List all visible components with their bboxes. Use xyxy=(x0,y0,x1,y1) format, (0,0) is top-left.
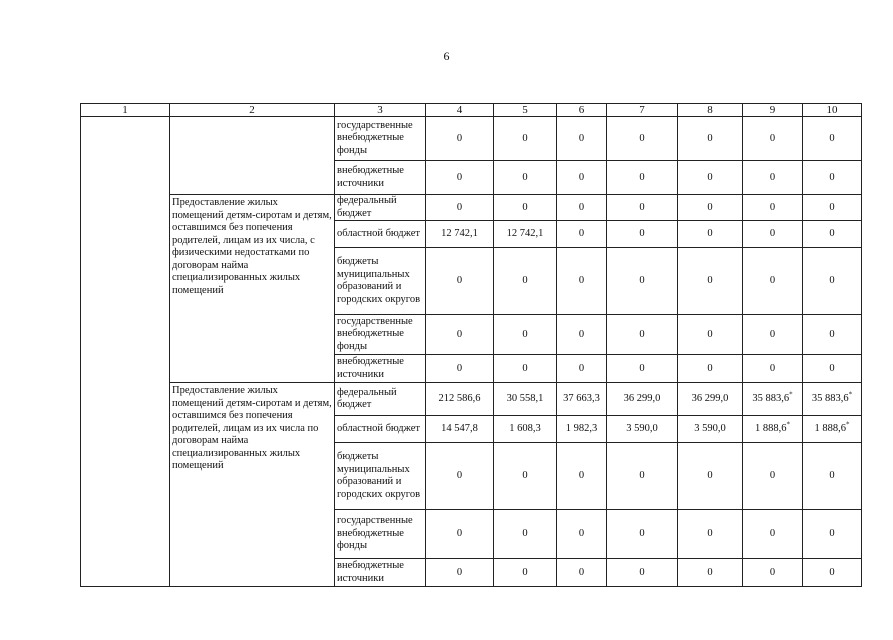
value-cell xyxy=(678,510,743,559)
column-number: 4 xyxy=(426,104,494,117)
value-text: 0 xyxy=(829,228,835,239)
value-cell xyxy=(803,221,862,248)
value-text: 0 xyxy=(829,275,835,286)
activity-description: Предоставление жилых помещений детям-сиротам и детям, оставшимся без попечения родителей, лицам из их числа, с физическими недостатками по договорам найма специализированных жилых помещений xyxy=(170,195,335,383)
value-cell xyxy=(426,195,494,221)
value-text: 0 xyxy=(769,362,776,374)
column-number: 2 xyxy=(170,104,335,117)
value-text: 36 299,0 xyxy=(623,393,661,404)
value-text: 0 xyxy=(829,201,835,213)
value-cell xyxy=(678,161,743,195)
value-text: 0 xyxy=(456,132,463,144)
value-text: 0 xyxy=(639,201,645,213)
value-text: 0 xyxy=(707,275,713,286)
value-cell xyxy=(557,315,607,355)
value-cell xyxy=(607,559,678,587)
column-number: 9 xyxy=(743,104,803,117)
value-cell xyxy=(557,559,607,587)
value-cell xyxy=(557,221,607,248)
value-text: 0 xyxy=(578,275,585,286)
value-text: 0 xyxy=(707,362,713,374)
value-cell xyxy=(494,195,557,221)
value-text: 0 xyxy=(578,228,585,239)
value-text: 0 xyxy=(769,171,776,183)
value-text: 0 xyxy=(578,470,585,481)
value-cell xyxy=(557,195,607,221)
table-row xyxy=(81,383,862,416)
value-text: 0 xyxy=(456,275,463,286)
funding-table xyxy=(80,103,862,587)
column-1-cell xyxy=(81,117,170,587)
value-text: 212 586,6 xyxy=(438,393,481,404)
funding-source: государственные внебюджетные фонды xyxy=(335,315,426,355)
value-text: 30 558,1 xyxy=(506,393,544,404)
value-cell xyxy=(426,117,494,161)
value-cell xyxy=(557,355,607,383)
value-cell xyxy=(607,355,678,383)
value-text: 12 742,1 xyxy=(441,228,478,239)
value-text: 0 xyxy=(829,362,835,374)
value-text: 0 xyxy=(707,470,713,481)
value-cell xyxy=(743,559,803,587)
value-text: 0 xyxy=(578,528,585,539)
value-text: 0 xyxy=(639,470,645,481)
funding-source: государственные внебюджетные фонды xyxy=(335,117,426,161)
funding-source: федеральный бюджет xyxy=(335,195,426,221)
value-cell xyxy=(426,355,494,383)
value-cell xyxy=(426,443,494,510)
value-cell xyxy=(743,416,803,443)
column-number: 10 xyxy=(803,104,862,117)
value-text: 0 xyxy=(639,566,645,578)
value-cell xyxy=(743,161,803,195)
column-number: 1 xyxy=(81,104,170,117)
column-number: 8 xyxy=(678,104,743,117)
value-text: 0 xyxy=(829,528,835,539)
value-cell xyxy=(803,416,862,443)
funding-source: федеральный бюджет xyxy=(335,383,426,416)
value-text: 0 xyxy=(639,275,645,286)
column-number: 6 xyxy=(557,104,607,117)
footnote-mark: * xyxy=(786,420,790,429)
value-cell xyxy=(743,355,803,383)
header-row xyxy=(81,104,862,117)
value-cell xyxy=(607,221,678,248)
value-cell xyxy=(557,383,607,416)
value-cell xyxy=(426,248,494,315)
value-text: 0 xyxy=(707,171,713,183)
value-text: 0 xyxy=(522,275,528,286)
value-cell xyxy=(557,248,607,315)
value-text: 0 xyxy=(707,528,713,539)
value-cell xyxy=(678,221,743,248)
value-cell xyxy=(557,117,607,161)
value-cell xyxy=(678,195,743,221)
funding-source: внебюджетные источники xyxy=(335,161,426,195)
value-cell xyxy=(494,161,557,195)
value-cell xyxy=(803,315,862,355)
value-cell xyxy=(426,559,494,587)
value-text: 1 608,3 xyxy=(509,423,541,434)
table-row xyxy=(81,195,862,221)
value-cell xyxy=(803,559,862,587)
funding-source: областной бюджет xyxy=(335,416,426,443)
value-text: 0 xyxy=(522,132,528,144)
value-cell xyxy=(743,443,803,510)
value-cell xyxy=(494,117,557,161)
value-text: 0 xyxy=(769,328,776,340)
footnote-mark: * xyxy=(846,420,850,429)
value-cell xyxy=(678,315,743,355)
value-cell xyxy=(678,383,743,416)
value-text: 0 xyxy=(707,228,713,239)
value-cell xyxy=(743,248,803,315)
value-text: 0 xyxy=(522,201,528,213)
funding-source: бюджеты муниципальных образований и городских округов xyxy=(335,443,426,510)
value-text: 35 883,6 xyxy=(752,393,790,404)
value-cell xyxy=(607,315,678,355)
value-cell xyxy=(678,416,743,443)
value-text: 0 xyxy=(707,132,713,144)
value-cell xyxy=(494,221,557,248)
value-cell xyxy=(803,248,862,315)
value-text: 0 xyxy=(769,201,776,213)
value-text: 0 xyxy=(829,566,835,578)
footnote-mark: * xyxy=(789,390,793,399)
value-text: 3 590,0 xyxy=(694,423,726,434)
value-text: 0 xyxy=(522,566,528,578)
value-cell xyxy=(607,383,678,416)
value-text: 0 xyxy=(769,275,776,286)
value-cell xyxy=(743,383,803,416)
value-text: 0 xyxy=(456,528,463,539)
value-cell xyxy=(607,161,678,195)
value-text: 0 xyxy=(829,132,835,144)
value-text: 0 xyxy=(639,228,645,239)
value-text: 0 xyxy=(578,362,585,374)
value-text: 0 xyxy=(456,470,463,481)
value-cell xyxy=(678,443,743,510)
value-text: 0 xyxy=(707,201,713,213)
value-cell xyxy=(803,443,862,510)
value-cell xyxy=(494,416,557,443)
funding-source: бюджеты муниципальных образований и городских округов xyxy=(335,248,426,315)
value-text: 0 xyxy=(769,132,776,144)
value-text: 0 xyxy=(456,201,463,213)
value-text: 0 xyxy=(522,171,528,183)
value-text: 0 xyxy=(639,328,645,340)
value-cell xyxy=(743,117,803,161)
value-text: 1 888,6 xyxy=(814,423,846,434)
value-cell xyxy=(803,195,862,221)
value-cell xyxy=(607,416,678,443)
value-cell xyxy=(803,383,862,416)
value-cell xyxy=(557,416,607,443)
value-cell xyxy=(494,315,557,355)
value-cell xyxy=(803,510,862,559)
value-text: 12 742,1 xyxy=(506,228,544,239)
value-text: 0 xyxy=(829,470,835,481)
value-cell xyxy=(494,510,557,559)
value-cell xyxy=(803,117,862,161)
value-text: 0 xyxy=(578,566,585,578)
table-row xyxy=(81,117,862,161)
value-cell xyxy=(557,443,607,510)
column-number: 3 xyxy=(335,104,426,117)
value-cell xyxy=(494,355,557,383)
value-text: 3 590,0 xyxy=(626,423,658,434)
value-text: 0 xyxy=(456,362,463,374)
value-text: 14 547,8 xyxy=(441,423,478,434)
value-text: 35 883,6 xyxy=(811,393,849,404)
value-text: 0 xyxy=(639,171,645,183)
value-text: 0 xyxy=(639,132,645,144)
value-text: 1 888,6 xyxy=(755,423,787,434)
value-cell xyxy=(607,510,678,559)
funding-source: внебюджетные источники xyxy=(335,355,426,383)
value-text: 0 xyxy=(522,362,528,374)
value-cell xyxy=(678,117,743,161)
value-cell xyxy=(426,383,494,416)
value-text: 0 xyxy=(829,328,835,340)
value-cell xyxy=(607,248,678,315)
value-cell xyxy=(803,355,862,383)
value-cell xyxy=(607,443,678,510)
value-cell xyxy=(743,510,803,559)
value-cell xyxy=(426,315,494,355)
value-cell xyxy=(743,315,803,355)
value-text: 36 299,0 xyxy=(691,393,729,404)
value-text: 0 xyxy=(769,566,776,578)
page-number: 6 xyxy=(443,49,450,63)
value-cell xyxy=(678,559,743,587)
funding-source: областной бюджет xyxy=(335,221,426,248)
value-text: 0 xyxy=(769,228,776,239)
value-text: 0 xyxy=(769,528,776,539)
column-number: 5 xyxy=(494,104,557,117)
value-cell xyxy=(607,195,678,221)
value-text: 0 xyxy=(456,566,463,578)
value-cell xyxy=(557,510,607,559)
value-cell xyxy=(494,443,557,510)
value-text: 37 663,3 xyxy=(563,393,600,404)
value-cell xyxy=(494,383,557,416)
value-text: 0 xyxy=(456,171,463,183)
value-text: 0 xyxy=(707,328,713,340)
value-text: 1 982,3 xyxy=(565,423,598,434)
value-text: 0 xyxy=(639,362,645,374)
value-text: 0 xyxy=(707,566,713,578)
value-text: 0 xyxy=(522,328,528,340)
value-text: 0 xyxy=(829,171,835,183)
value-cell xyxy=(803,161,862,195)
value-cell xyxy=(607,117,678,161)
value-text: 0 xyxy=(522,470,528,481)
value-cell xyxy=(426,510,494,559)
value-cell xyxy=(494,248,557,315)
funding-source: внебюджетные источники xyxy=(335,559,426,587)
value-cell xyxy=(743,195,803,221)
value-cell xyxy=(426,221,494,248)
value-cell xyxy=(743,221,803,248)
value-cell xyxy=(678,355,743,383)
value-cell xyxy=(557,161,607,195)
value-text: 0 xyxy=(578,171,585,183)
activity-description xyxy=(170,117,335,195)
value-cell xyxy=(426,161,494,195)
value-text: 0 xyxy=(639,528,645,539)
funding-source: государственные внебюджетные фонды xyxy=(335,510,426,559)
value-text: 0 xyxy=(578,328,585,340)
value-cell xyxy=(426,416,494,443)
value-cell xyxy=(678,248,743,315)
value-text: 0 xyxy=(456,328,463,340)
column-number: 7 xyxy=(607,104,678,117)
footnote-mark: * xyxy=(848,390,853,399)
value-text: 0 xyxy=(578,201,585,213)
value-cell xyxy=(494,559,557,587)
activity-description: Предоставление жилых помещений детям-сиротам и детям, оставшимся без попечения родителей, лицам из их числа по договорам найма специализированных жилых помещений xyxy=(170,383,335,587)
value-text: 0 xyxy=(769,470,776,481)
value-text: 0 xyxy=(578,132,585,144)
value-text: 0 xyxy=(522,528,528,539)
